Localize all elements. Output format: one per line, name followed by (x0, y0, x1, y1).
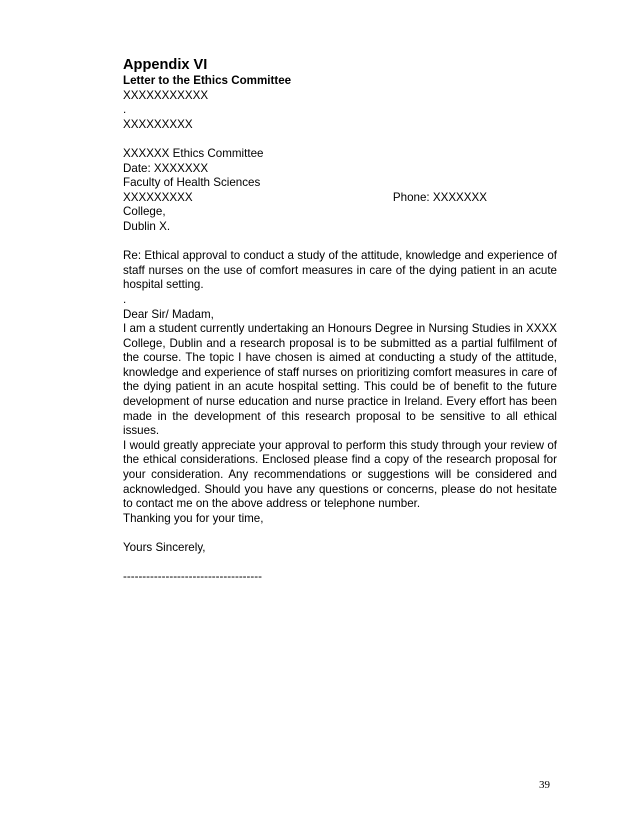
page-number: 39 (539, 779, 550, 791)
signature-line: ------------------------------------ (123, 570, 262, 584)
recipient-faculty: Faculty of Health Sciences (123, 176, 261, 190)
letter-content (123, 57, 557, 585)
subject-line: Re: Ethical approval to conduct a study of the attitude, knowledge and experience of staff nurses on the use of comfort measures in care of the dying patient in an acute hospital setting. (123, 249, 557, 292)
recipient-city: Dublin X. (123, 219, 171, 233)
recipient-committee: XXXXXX Ethics Committee (123, 146, 264, 160)
letter-title: Letter to the Ethics Committee (123, 74, 292, 87)
phone-number: Phone: XXXXXXX (392, 190, 487, 204)
separator-dot: . (123, 292, 127, 306)
sender-address-line-1: XXXXXXXXXXX (123, 88, 209, 102)
body-paragraph-2: I would greatly appreciate your approval to perform this study through your review of the ethical considerations. Enclosed please find a copy of the research proposal for your consideration. Any recommendations or suggestions will be considered and acknowledged. Should you have any questions or concerns, please do not hesitate to contact me on the above address or telephone number. (123, 438, 557, 511)
sender-address-line-3: XXXXXXXXX (123, 117, 193, 131)
body-paragraph-1: I am a student currently undertaking an Honours Degree in Nursing Studies in XXXX College, Dublin and a research proposal is to be submitted as a partial fulfilment of the course. The topic I have chosen is aimed at conducting a study of the attitude, knowledge and experience of staff nurses on prioritizing comfort measures in care of the dying patient in an acute hospital setting. This could be of benefit to the future development of nurse education and nurse practice in Ireland. Every effort has been made in the development of this research proposal to be sensitive to all ethical issues. (123, 322, 557, 438)
salutation: Dear Sir/ Madam, (123, 307, 214, 321)
letter-date: Date: XXXXXXX (123, 161, 209, 175)
closing: Yours Sincerely, (123, 541, 206, 554)
thanks-line: Thanking you for your time, (123, 511, 264, 525)
recipient-college: College, (123, 205, 166, 219)
recipient-code: XXXXXXXXX (123, 190, 193, 204)
appendix-heading: Appendix VI (123, 57, 208, 73)
recipient-code-phone-row (123, 191, 557, 206)
sender-address-line-2: . (123, 103, 127, 117)
